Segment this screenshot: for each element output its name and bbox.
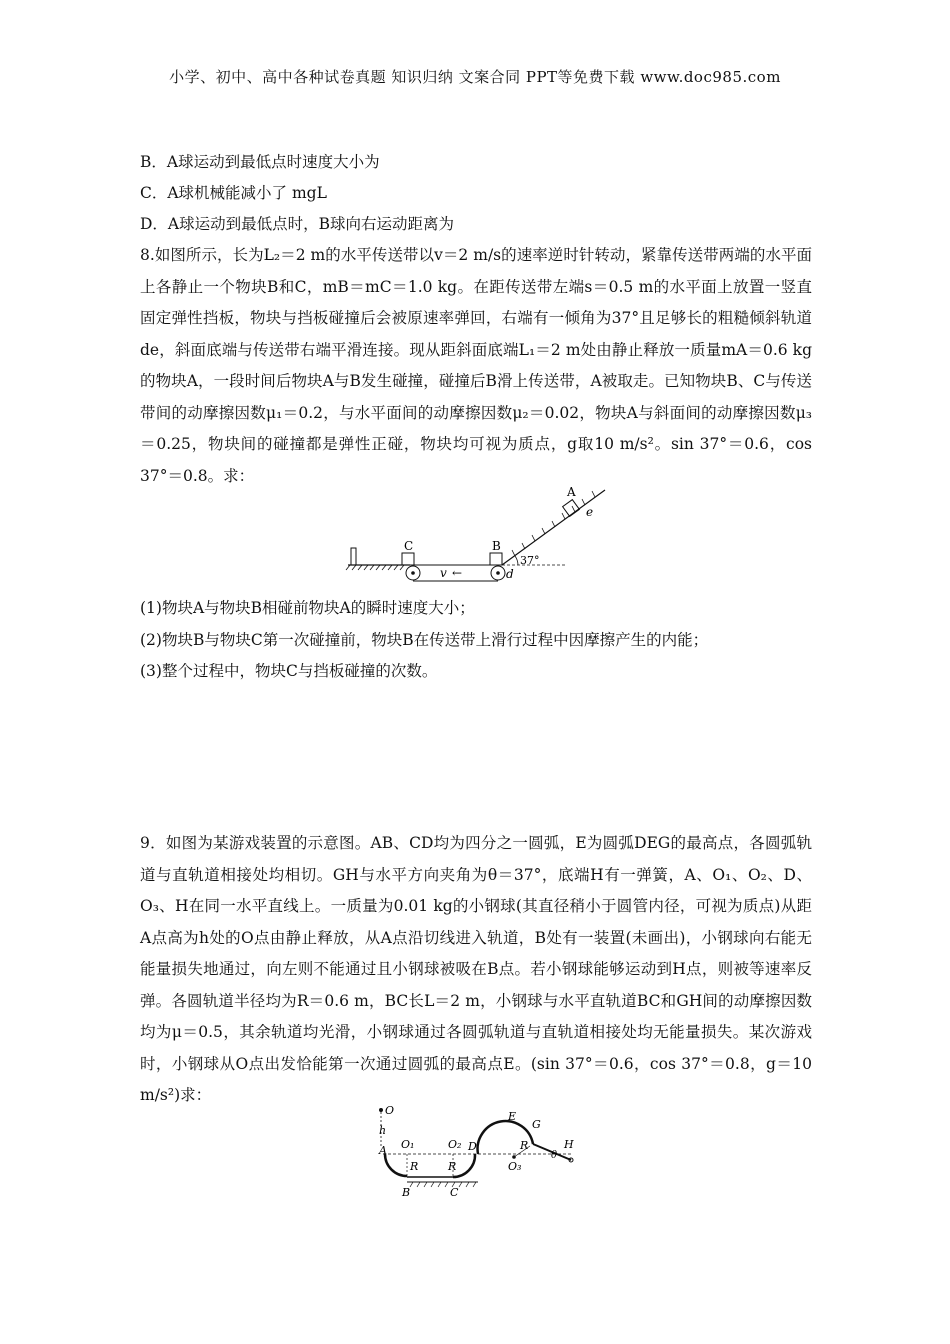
page-header: 小学、初中、高中各种试卷真题 知识归纳 文案合同 PPT等免费下载 www.doc985.com bbox=[169, 68, 781, 86]
label-a: A bbox=[567, 485, 576, 499]
label-r1: R bbox=[410, 1160, 419, 1173]
option-c: C．A球机械能减小了 mgL bbox=[140, 184, 327, 202]
velocity-arrow: ← bbox=[452, 566, 463, 580]
label-c: C bbox=[404, 539, 414, 553]
label-a9: A bbox=[379, 1144, 387, 1157]
question-8-text: 8.如图所示，长为L₂＝2 m的水平传送带以v＝2 m/s的速率逆时针转动，紧靠传送带两端的水平面上各静止一个物块B和C，mB＝mC＝1.0 kg。在距传送带左端s＝0.5 m的水平面上放置一竖直固定弹性挡板，物块与挡板碰撞后会被原速率弹回，右端有一倾角为37°且足够长的粗糙倾斜轨道de，斜面底端与传送带右端平滑连接。现从距斜面底端L₁＝2 m处由静止释放一质量mA＝0.6 kg的物块A，一段时间后物块A与B发生碰撞，碰撞后B滑上传送带，A被取走。已知物块B、C与传送带间的动摩擦因数μ₁＝0.2，与水平面间的动摩擦因数μ₂＝0.02，物块A与斜面间的动摩擦因数μ₃＝0.25，物块间的碰撞都是弹性正碰，物块均可视为质点，g取10 m/s²。sin 37°＝0.6，cos 37°＝0.8。求： bbox=[140, 246, 812, 485]
label-h: h bbox=[379, 1124, 387, 1137]
q8-sub2: (2)物块B与物块C第一次碰撞前，物块B在传送带上滑行过程中因摩擦产生的内能； bbox=[140, 631, 709, 649]
q8-sub3: (3)整个过程中，物块C与挡板碰撞的次数。 bbox=[140, 662, 438, 680]
baffle bbox=[351, 548, 356, 565]
label-o3: O₃ bbox=[508, 1160, 522, 1173]
label-c9: C bbox=[450, 1186, 459, 1199]
label-o: O bbox=[385, 1104, 395, 1117]
label-e9: E bbox=[508, 1110, 517, 1123]
label-d: d bbox=[506, 567, 514, 581]
track-figure bbox=[368, 1102, 588, 1202]
label-r3: R bbox=[520, 1139, 529, 1152]
label-theta: θ bbox=[551, 1150, 558, 1161]
label-h9: H bbox=[564, 1138, 574, 1151]
q8-sub1: (1)物块A与物块B相碰前物块A的瞬时速度大小； bbox=[140, 599, 475, 617]
incline bbox=[502, 490, 605, 565]
option-d: D．A球运动到最低点时，B球向右运动距离为 bbox=[140, 215, 455, 233]
label-o1: O₁ bbox=[401, 1138, 415, 1151]
block-b bbox=[490, 553, 502, 565]
label-d9: D bbox=[468, 1140, 477, 1153]
label-v: v bbox=[440, 566, 447, 580]
block-a bbox=[563, 500, 580, 517]
label-b9: B bbox=[402, 1186, 411, 1199]
label-o2: O₂ bbox=[448, 1138, 462, 1151]
label-e: e bbox=[586, 505, 594, 519]
option-b: B．A球运动到最低点时速度大小为 bbox=[140, 153, 380, 171]
label-g9: G bbox=[532, 1118, 541, 1131]
block-c bbox=[402, 553, 414, 565]
question-9-text: 9．如图为某游戏装置的示意图。AB、CD均为四分之一圆弧，E为圆弧DEG的最高点，各圆弧轨道与直轨道相接处均相切。GH与水平方向夹角为θ＝37°，底端H有一弹簧，A、O₁、O₂、D、O₃、H在同一水平直线上。一质量为0.01 kg的小钢球(其直径稍小于圆管内径，可视为质点)从距A点高为h处的O点由静止释放，从A点沿切线进入轨道，B处有一装置(未画出)，小钢球向右能无能量损失地通过，向左则不能通过且小钢球被吸在B点。若小钢球能够运动到H点，则被等速率反弹。各圆轨道半径均为R＝0.6 m，BC长L＝2 m，小钢球与水平直轨道BC和GH间的动摩擦因数均为μ＝0.5，其余轨道均光滑，小钢球通过各圆弧轨道与直轨道相接处均无能量损失。某次游戏时，小钢球从O点出发恰能第一次通过圆弧的最高点E。(sin 37°＝0.6，cos 37°＝0.8，g＝10 m/s²)求： bbox=[140, 834, 812, 1104]
label-angle: 37° bbox=[520, 554, 540, 567]
conveyor-figure bbox=[340, 480, 620, 585]
label-b: B bbox=[492, 539, 501, 553]
label-r2: R bbox=[448, 1160, 457, 1173]
